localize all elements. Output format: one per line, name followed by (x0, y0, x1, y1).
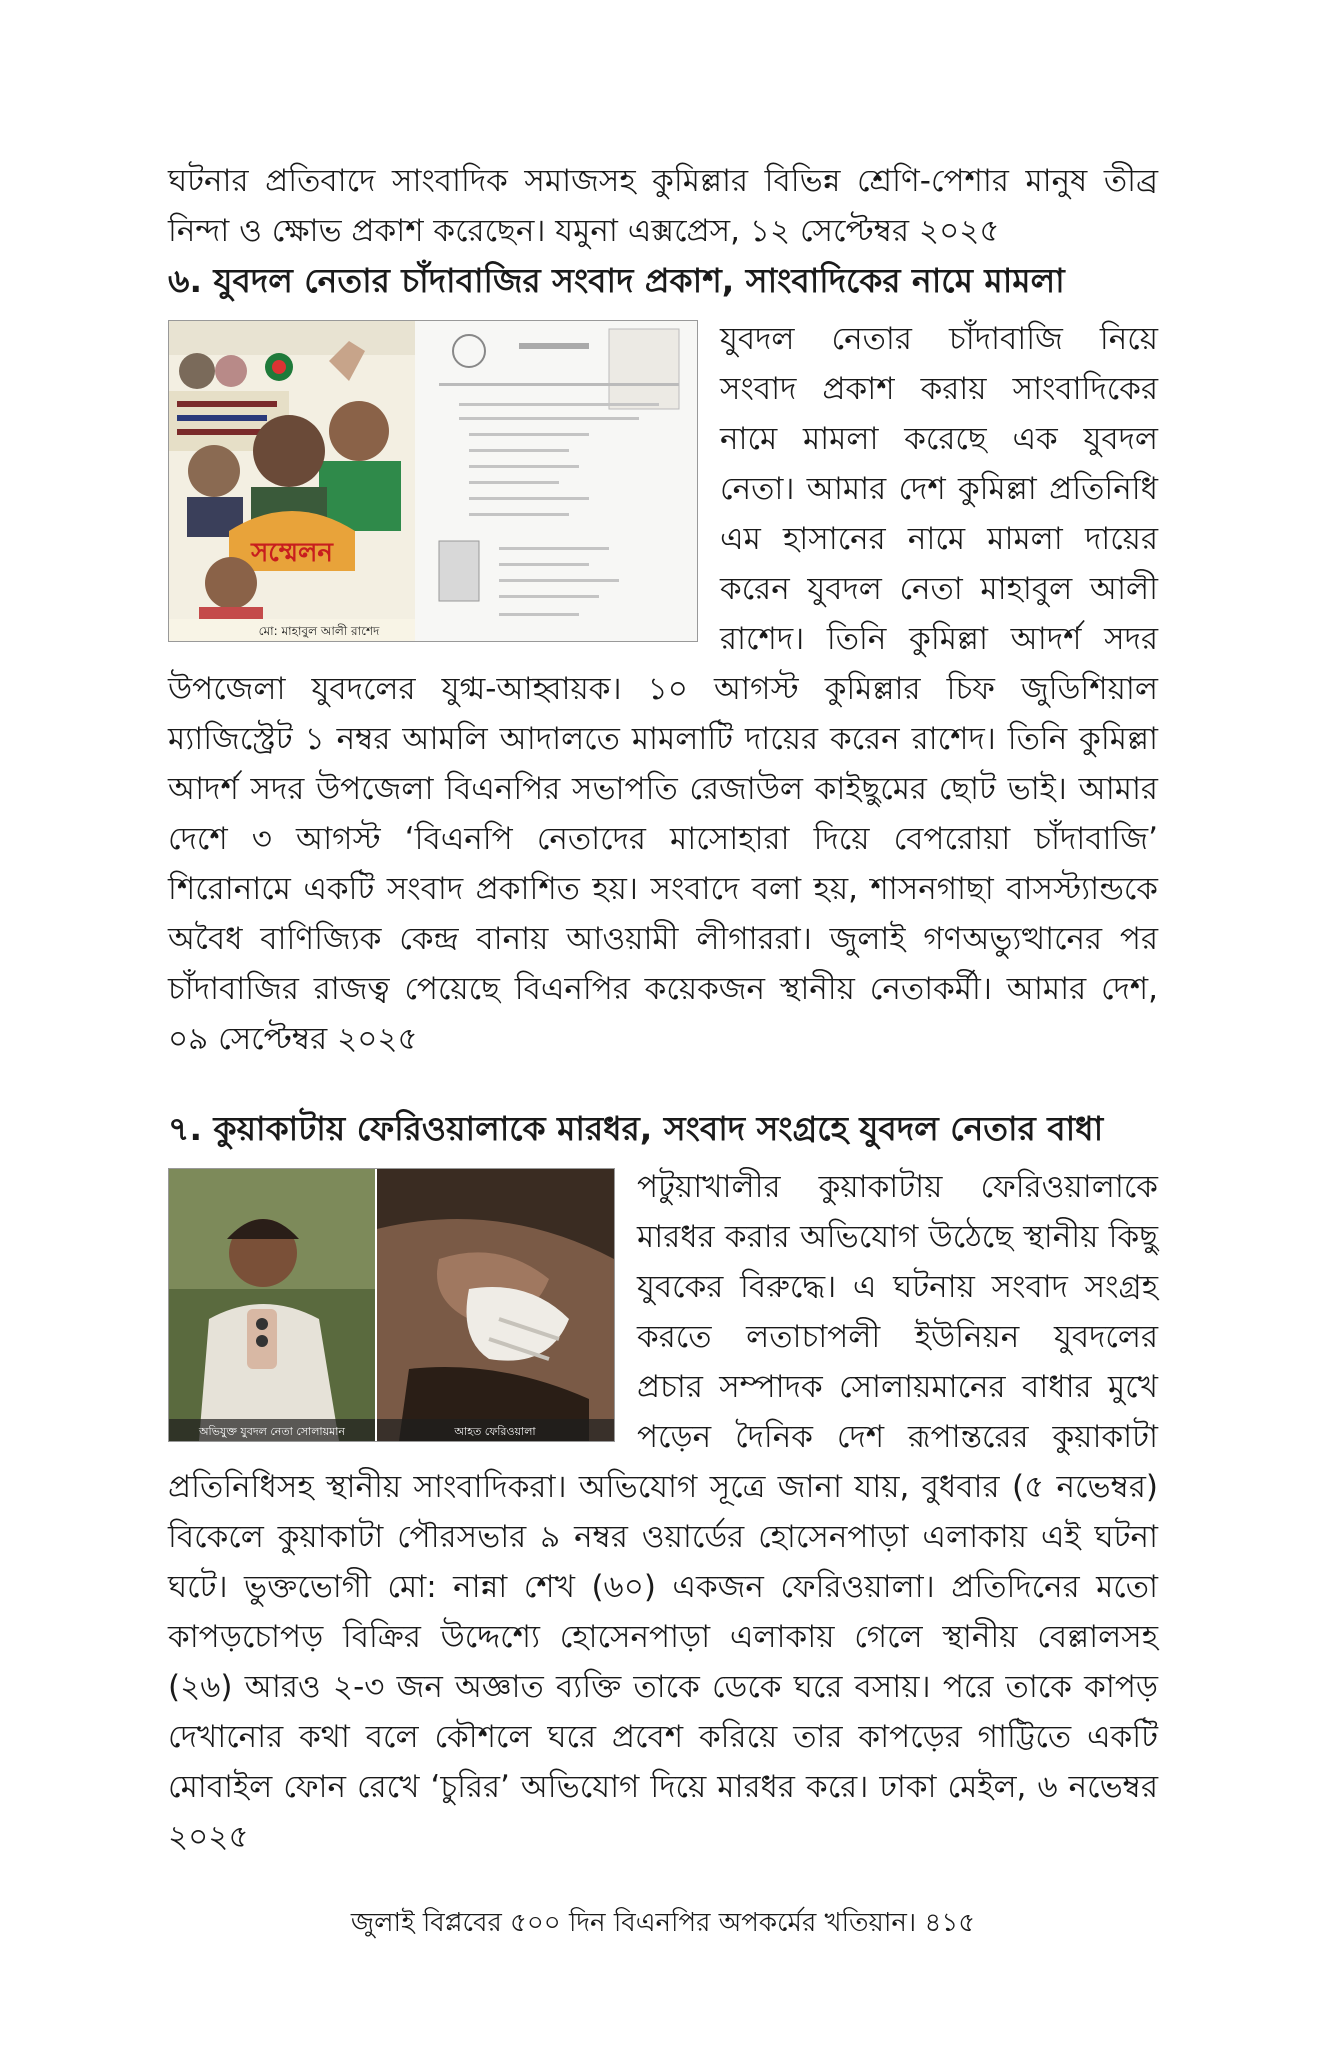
poster-name-text: মো: মাহাবুল আলী রাশেদ (258, 624, 380, 638)
section-6 (168, 256, 1158, 1064)
section-7-image (168, 1168, 615, 1442)
poster-and-document-illustration (169, 321, 697, 641)
page-footer: জুলাই বিপ্লবের ৫০০ দিন বিএনপির অপকর্মের খতিয়ান। ৪১৫ (350, 1908, 976, 1938)
poster-banner-text: সম্মেলন (251, 538, 333, 568)
photo-illustration (169, 1169, 614, 1441)
caption-left: অভিযুক্ত যুবদল নেতা সোলায়মান (199, 1425, 345, 1438)
intro-paragraph: ঘটনার প্রতিবাদে সাংবাদিক সমাজসহ কুমিল্লার বিভিন্ন শ্রেণি-পেশার মানুষ তীব্র নিন্দা ও ক্ষোভ প্রকাশ করেছেন। যমুনা এক্সপ্রেস, ১২ সেপ্টেম্বর ২০২৫ (168, 163, 1158, 249)
page-content (168, 156, 1158, 1902)
caption-right: আহত ফেরিওয়ালা (454, 1425, 536, 1438)
section-7-title: ৭. কুয়াকাটায় ফেরিওয়ালাকে মারধর, সংবাদ সংগ্রহে যুবদল নেতার বাধা (168, 1109, 1104, 1148)
section-6-title: ৬. যুবদল নেতার চাঁদাবাজির সংবাদ প্রকাশ, সাংবাদিকের নামে মামলা (168, 261, 1065, 300)
section-6-body: যুবদল নেতার চাঁদাবাজি নিয়ে সংবাদ প্রকাশ করায় সাংবাদিকের নামে মামলা করেছে এক যুবদল নেতা। আমার দেশ কুমিল্লা প্রতিনিধি এম হাসানের নামে মামলা দায়ের করেন যুবদল নেতা মাহাবুল আলী রাশেদ। তিনি কুমিল্লা আদর্শ সদর উপজেলা যুবদলের যুগ্ম-আহ্বায়ক। ১০ আগস্ট কুমিল্লার চিফ জুডিশিয়াল ম্যাজিস্ট্রেট ১ নম্বর আমলি আদালতে মামলাটি দায়ের করেন রাশেদ। তিনি কুমিল্লা আদর্শ সদর উপজেলা বিএনপির সভাপতি রেজাউল কাইছুমের ছোট ভাই। আমার দেশে ৩ আগস্ট ‘বিএনপি নেতাদের মাসোহারা দিয়ে বেপরোয়া চাঁদাবাজি’ শিরোনামে একটি সংবাদ প্রকাশিত হয়। সংবাদে বলা হয়, শাসনগাছা বাসস্ট্যান্ডকে অবৈধ বাণিজ্যিক কেন্দ্র বানায় আওয়ামী লীগাররা। জুলাই গণঅভ্যুত্থানের পর চাঁদাবাজির রাজত্ব পেয়েছে বিএনপির কয়েকজন স্থানীয় নেতাকর্মী। আমার দেশ, ০৯ সেপ্টেম্বর ২০২৫ (168, 321, 1158, 1057)
section-7 (168, 1104, 1158, 1862)
section-7-body: পটুয়াখালীর কুয়াকাটায় ফেরিওয়ালাকে মারধর করার অভিযোগ উঠেছে স্থানীয় কিছু যুবকের বিরুদ্ধে। এ ঘটনায় সংবাদ সংগ্রহ করতে লতাচাপলী ইউনিয়ন যুবদলের প্রচার সম্পাদক সোলায়মানের বাধার মুখে পড়েন দৈনিক দেশ রূপান্তরের কুয়াকাটা প্রতিনিধিসহ স্থানীয় সাংবাদিকরা। অভিযোগ সূত্রে জানা যায়, বুধবার (৫ নভেম্বর) বিকেলে কুয়াকাটা পৌরসভার ৯ নম্বর ওয়ার্ডের হোসেনপাড়া এলাকায় এই ঘটনা ঘটে। ভুক্তভোগী মো: নান্না শেখ (৬০) একজন ফেরিওয়ালা। প্রতিদিনের মতো কাপড়চোপড় বিক্রির উদ্দেশ্যে হোসেনপাড়া এলাকায় গেলে স্থানীয় বেল্লালসহ (২৬) আরও ২-৩ জন অজ্ঞাত ব্যক্তি তাকে ডেকে ঘরে বসায়। পরে তাকে কাপড় দেখানোর কথা বলে কৌশলে ঘরে প্রবেশ করিয়ে তার কাপড়ের গাট্টিতে একটি মোবাইল ফোন রেখে ‘চুরির’ অভিযোগ দিয়ে মারধর করে। ঢাকা মেইল, ৬ নভেম্বর ২০২৫ (168, 1169, 1158, 1855)
section-6-image (168, 320, 698, 642)
